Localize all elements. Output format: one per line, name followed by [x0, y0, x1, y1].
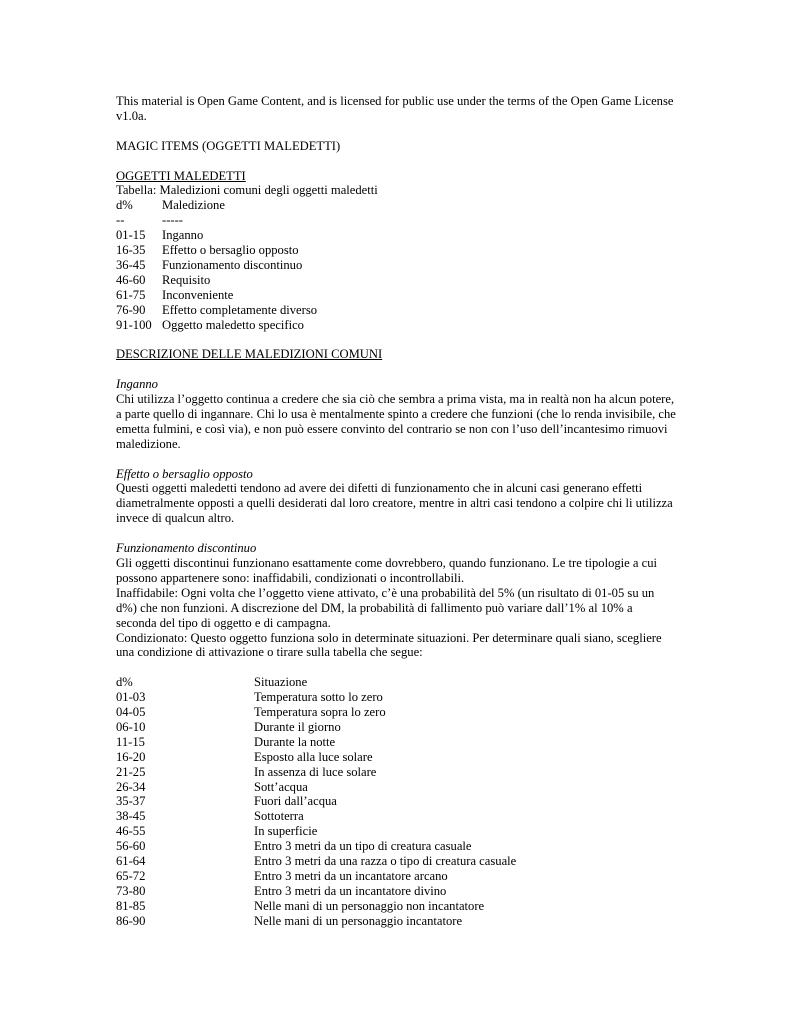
paragraph-inaffidabile: Inaffidabile: Ogni volta che l’oggetto viene attivato, c’è una probabilità del 5% (un risultato di 01-05 su un d%) che non funzioni. A discrezione del DM, la probabilità di fallimento può variare dall’1% al 10% a seconda del tipo di oggetto e di campagna. — [116, 585, 655, 630]
table-cell-situation: Temperatura sotto lo zero — [254, 690, 383, 705]
paragraph-inganno: Chi utilizza l’oggetto continua a credere che sia ciò che sembra a prima vista, ma in realtà non ha alcun potere, a parte quello di ingannare. Chi lo usa è mentalmente spinto a credere che funzioni (che lo renda invisibile, che emetta fulmini, e così via), e non può essere convinto del contrario se non con l’uso dell’incantesimo rimuovi maledizione. — [116, 392, 676, 451]
table-row — [116, 243, 676, 258]
table-cell-situation: Entro 3 metri da un incantatore divino — [254, 883, 447, 898]
table-cell-situation: In assenza di luce solare — [254, 764, 377, 779]
table-cell-curse: Inganno — [162, 228, 204, 243]
table-cell-situation: Esposto alla luce solare — [254, 749, 373, 764]
license-notice: This material is Open Game Content, and is licensed for public use under the terms of the Open Game License v1.0a. — [116, 94, 674, 123]
table-row — [116, 273, 676, 288]
table-cell-roll: 01-15 — [116, 228, 146, 243]
table-caption: Tabella: Maledizioni comuni degli oggetti maledetti — [116, 183, 378, 198]
table-cell-roll: 16-35 — [116, 243, 146, 258]
table-separator-cell: -- — [116, 213, 125, 228]
table-header-cell: d% — [116, 198, 133, 213]
table-row — [116, 884, 676, 899]
curses-table — [116, 198, 676, 332]
table-cell-roll: 65-72 — [116, 869, 146, 884]
section-title-descrizione: DESCRIZIONE DELLE MALEDIZIONI COMUNI — [116, 347, 383, 362]
table-row — [116, 735, 676, 750]
table-row — [116, 690, 676, 705]
situations-table — [116, 675, 676, 928]
table-cell-situation: Sottoterra — [254, 809, 304, 824]
table-cell-situation: Durante la notte — [254, 734, 336, 749]
table-cell-roll: 16-20 — [116, 749, 146, 764]
table-cell-roll: 11-15 — [116, 734, 145, 749]
paragraph-condizionato: Condizionato: Questo oggetto funziona solo in determinate situazioni. Per determinare quali siano, scegliere una condizione di attivazione o tirare sulla tabella che segue: — [116, 630, 662, 660]
table-row — [116, 258, 676, 273]
paragraph-funzionamento: Gli oggetti discontinui funzionano esattamente come dovrebbero, quando funzionano. Le tre tipologie a cui possono appartenere sono: inaffidabili, condizionati o incontrollabili. — [116, 556, 658, 585]
table-cell-roll: 76-90 — [116, 302, 146, 317]
table-row — [116, 228, 676, 243]
table-cell-curse: Requisito — [162, 272, 211, 287]
table-cell-roll: 04-05 — [116, 705, 146, 720]
table-header-cell: Maledizione — [162, 198, 225, 213]
table-header-row — [116, 675, 676, 690]
table-cell-roll: 73-80 — [116, 883, 146, 898]
table-header-cell: Situazione — [254, 675, 308, 690]
table-cell-situation: Entro 3 metri da un tipo di creatura casuale — [254, 839, 472, 854]
table-row — [116, 720, 676, 735]
table-cell-curse: Funzionamento discontinuo — [162, 257, 303, 272]
table-separator-row — [116, 213, 676, 228]
subsection-title-effetto: Effetto o bersaglio opposto — [116, 466, 253, 481]
table-cell-roll: 46-60 — [116, 272, 146, 287]
table-cell-roll: 61-75 — [116, 287, 146, 302]
table-row — [116, 318, 676, 333]
table-cell-roll: 91-100 — [116, 317, 152, 332]
table-cell-roll: 26-34 — [116, 779, 146, 794]
table-row — [116, 780, 676, 795]
table-cell-situation: Nelle mani di un personaggio incantatore — [254, 913, 463, 928]
subsection-title-funzionamento: Funzionamento discontinuo — [116, 541, 257, 556]
table-cell-roll: 35-37 — [116, 794, 146, 809]
table-cell-situation: Entro 3 metri da una razza o tipo di creatura casuale — [254, 854, 517, 869]
section-title-oggetti-maledetti: OGGETTI MALEDETTI — [116, 168, 246, 183]
table-row — [116, 288, 676, 303]
subsection-title-inganno: Inganno — [116, 377, 158, 392]
document-content — [116, 94, 676, 929]
table-header-row — [116, 198, 676, 213]
table-cell-situation: Temperatura sopra lo zero — [254, 705, 386, 720]
table-cell-roll: 81-85 — [116, 898, 146, 913]
table-row — [116, 794, 676, 809]
table-cell-roll: 86-90 — [116, 913, 146, 928]
table-row — [116, 705, 676, 720]
table-separator-cell: ----- — [162, 213, 183, 228]
table-row — [116, 765, 676, 780]
table-cell-roll: 56-60 — [116, 839, 146, 854]
table-row — [116, 809, 676, 824]
table-cell-roll: 61-64 — [116, 854, 146, 869]
table-row — [116, 839, 676, 854]
table-cell-situation: In superficie — [254, 824, 318, 839]
table-row — [116, 824, 676, 839]
paragraph-effetto: Questi oggetti maledetti tendono ad avere dei difetti di funzionamento che in alcuni casi generano effetti diametralmente opposti a quelli desiderati dal loro creatore, mentre in altri casi tendono a colpire chi li utilizza invece di qualcun altro. — [116, 481, 673, 526]
table-cell-curse: Effetto completamente diverso — [162, 302, 318, 317]
table-cell-situation: Fuori dall’acqua — [254, 794, 337, 809]
table-cell-roll: 38-45 — [116, 809, 146, 824]
table-cell-situation: Sott’acqua — [254, 779, 308, 794]
table-cell-curse: Effetto o bersaglio opposto — [162, 243, 299, 258]
table-row — [116, 899, 676, 914]
table-row — [116, 854, 676, 869]
table-row — [116, 750, 676, 765]
table-row — [116, 869, 676, 884]
table-cell-curse: Inconveniente — [162, 287, 234, 302]
table-cell-situation: Entro 3 metri da un incantatore arcano — [254, 869, 448, 884]
table-cell-roll: 21-25 — [116, 764, 146, 779]
table-row — [116, 303, 676, 318]
table-cell-curse: Oggetto maledetto specifico — [162, 317, 304, 332]
table-header-cell: d% — [116, 675, 133, 690]
table-cell-roll: 01-03 — [116, 690, 146, 705]
table-cell-roll: 36-45 — [116, 257, 146, 272]
table-cell-situation: Nelle mani di un personaggio non incantatore — [254, 898, 485, 913]
table-cell-situation: Durante il giorno — [254, 719, 341, 734]
table-cell-roll: 46-55 — [116, 824, 146, 839]
main-heading: MAGIC ITEMS (OGGETTI MALEDETTI) — [116, 138, 341, 153]
table-row — [116, 914, 676, 929]
table-cell-roll: 06-10 — [116, 719, 146, 734]
